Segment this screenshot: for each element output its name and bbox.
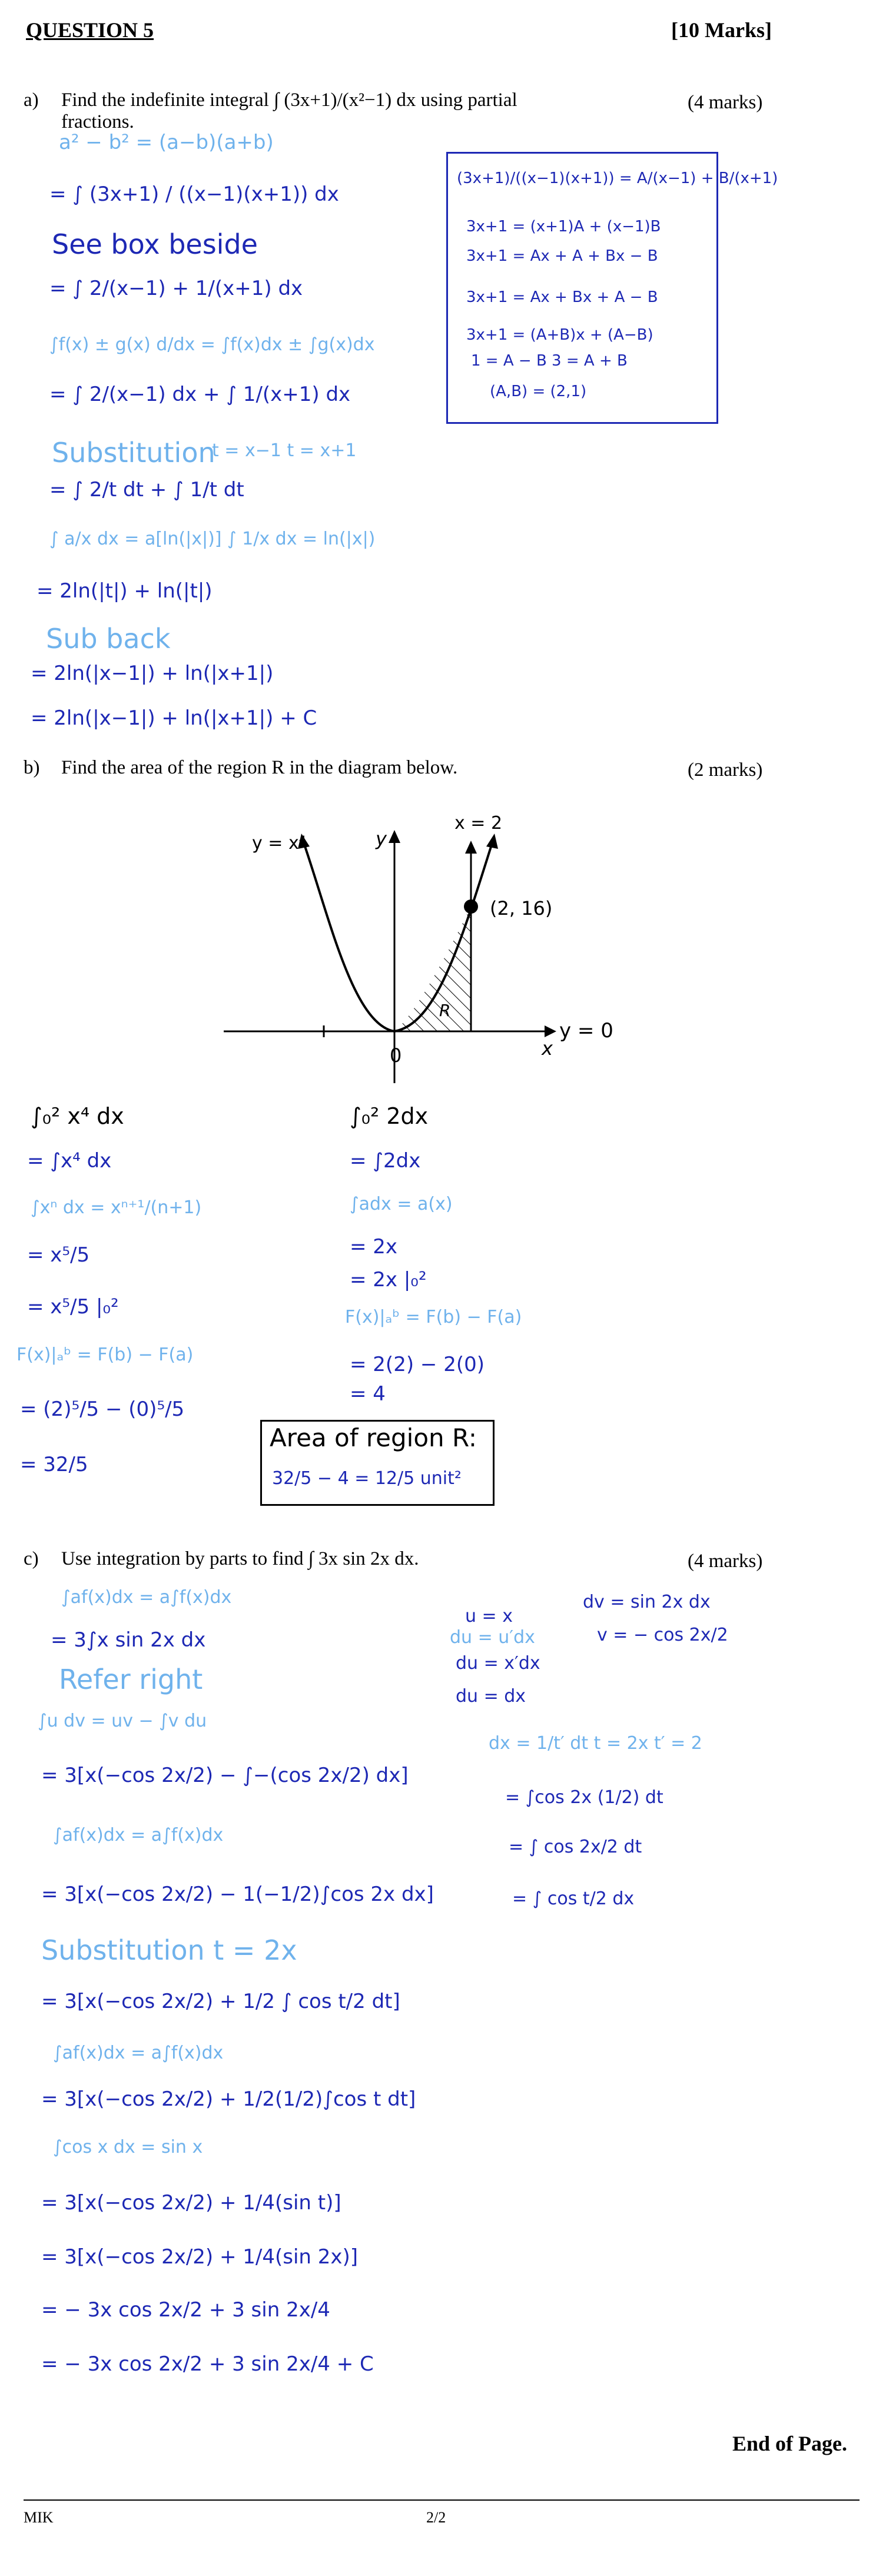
b-right-line-6: = 2(2) − 2(0) — [350, 1353, 485, 1376]
part-b-prompt: Find the area of the region R in the diagram below. — [61, 757, 458, 778]
c-line-sin-2x: = 3[x(−cos 2x/2) + 1/4(sin 2x)] — [41, 2245, 359, 2269]
c-side-dx-sub: dx = 1/t′ dt t = 2x t′ = 2 — [489, 1733, 702, 1754]
y-axis-label: y — [376, 828, 387, 850]
a-note-see-box: See box beside — [52, 228, 258, 260]
point-label: (2, 16) — [490, 897, 553, 919]
c-side-du-3: du = dx — [456, 1686, 526, 1707]
part-a-prompt: Find the indefinite integral ∫ (3x+1)/(x²−1) dx using partial fractions. — [61, 89, 517, 132]
c-side-u: u = x — [465, 1606, 513, 1626]
a-line-partial: = ∫ 2/(x−1) + 1/(x+1) dx — [49, 277, 303, 300]
b-right-result: = 4 — [350, 1382, 386, 1406]
b-right-integral: ∫₀² 2dx — [350, 1103, 429, 1129]
region-diagram — [212, 806, 648, 1083]
c-line-cos-rule: ∫cos x dx = sin x — [53, 2137, 203, 2157]
b-right-line-1: = ∫2dx — [350, 1149, 421, 1173]
a-line-final: = 2ln(|x−1|) + ln(|x+1|) + C — [31, 706, 317, 730]
x-axis-arrow — [545, 1025, 556, 1037]
box-line-group: 3x+1 = (A+B)x + (A−B) — [466, 326, 653, 344]
b-right-const-rule: ∫adx = a(x) — [350, 1194, 453, 1214]
region-r-shade — [394, 907, 471, 1031]
c-line-half-half: = 3[x(−cos 2x/2) + 1/2(1/2)∫cos t dt] — [41, 2087, 416, 2111]
point-2-16 — [464, 899, 478, 914]
b-left-integral: ∫₀² x⁴ dx — [31, 1103, 124, 1129]
line-label: x = 2 — [454, 813, 503, 834]
b-left-line-6: = (2)⁵/5 − (0)⁵/5 — [20, 1397, 185, 1421]
c-line-sin-t: = 3[x(−cos 2x/2) + 1/4(sin t)] — [41, 2191, 341, 2215]
curve-label: y = x⁴ — [252, 833, 306, 854]
a-line-identity: a² − b² = (a−b)(a+b) — [59, 131, 274, 154]
c-side-sub-3: = ∫ cos t/2 dx — [512, 1888, 635, 1909]
x-axis-label: x — [542, 1037, 553, 1060]
area-box-value: 32/5 − 4 = 12/5 unit² — [272, 1468, 462, 1489]
c-line-const-rule-1: ∫af(x)dx = a∫f(x)dx — [61, 1587, 232, 1608]
question-title: QUESTION 5 — [26, 18, 154, 42]
c-line-sub-t: = 3[x(−cos 2x/2) + 1/2 ∫ cos t/2 dt] — [41, 1990, 400, 2013]
box-line-setup: (3x+1)/((x−1)(x+1)) = A/(x−1) + B/(x+1) — [457, 170, 778, 187]
part-a-marks: (4 marks) — [688, 92, 763, 113]
box-line-multiply: 3x+1 = (x+1)A + (x−1)B — [466, 218, 661, 235]
part-c-prompt: Use integration by parts to find ∫ 3x sin 2x dx. — [61, 1548, 419, 1569]
origin-label: 0 — [390, 1044, 402, 1067]
area-box-title: Area of region R: — [270, 1423, 477, 1452]
total-marks: [10 Marks] — [671, 18, 772, 42]
box-line-system: 1 = A − B 3 = A + B — [471, 352, 628, 370]
c-side-sub-2: = ∫ cos 2x/2 dt — [509, 1837, 642, 1857]
footer-rule — [24, 2499, 860, 2501]
b-right-line-3: = 2x — [350, 1235, 398, 1259]
a-line-split: = ∫ 2/(x−1) dx + ∫ 1/(x+1) dx — [49, 383, 351, 406]
c-side-v: v = − cos 2x/2 — [597, 1625, 728, 1645]
b-right-line-4: = 2x |₀² — [350, 1268, 427, 1292]
c-line-start: = 3∫x sin 2x dx — [51, 1628, 206, 1652]
c-side-du-1: du = u′dx — [450, 1627, 535, 1648]
c-line-const-rule-2: ∫af(x)dx = a∫f(x)dx — [53, 1825, 224, 1845]
a-line-sub-defs: t = x−1 t = x+1 — [212, 440, 357, 461]
a-line-log-rules: ∫ a/x dx = a[ln(|x|)] ∫ 1/x dx = ln(|x|) — [49, 529, 376, 549]
b-left-power-rule: ∫xⁿ dx = xⁿ⁺¹/(n+1) — [31, 1197, 202, 1218]
b-left-result: = 32/5 — [20, 1453, 88, 1476]
part-c-label: c) — [24, 1548, 39, 1569]
end-of-page: End of Page. — [732, 2432, 848, 2455]
c-side-sub-1: = ∫cos 2x (1/2) dt — [505, 1787, 663, 1808]
part-c-marks: (4 marks) — [688, 1551, 763, 1572]
a-line-log-t: = 2ln(|t|) + ln(|t|) — [36, 579, 213, 603]
curve-right-arrow — [486, 834, 498, 849]
c-line-final: = − 3x cos 2x/2 + 3 sin 2x/4 + C — [41, 2352, 374, 2376]
c-side-du-2: du = x′dx — [456, 1653, 540, 1674]
a-note-sub-back: Sub back — [46, 623, 171, 655]
part-b-marks: (2 marks) — [688, 759, 763, 781]
part-b-label: b) — [24, 757, 40, 778]
c-side-dv: dv = sin 2x dx — [583, 1592, 711, 1612]
box-line-solution: (A,B) = (2,1) — [490, 383, 587, 400]
asymptote-label: y = 0 — [559, 1019, 613, 1043]
box-line-expand: 3x+1 = Ax + A + Bx − B — [466, 247, 658, 265]
b-right-ftc: F(x)|ₐᵇ = F(b) − F(a) — [345, 1307, 522, 1327]
a-line-in-t: = ∫ 2/t dt + ∫ 1/t dt — [49, 478, 244, 502]
c-note-refer-right: Refer right — [59, 1664, 203, 1695]
b-left-ftc: F(x)|ₐᵇ = F(b) − F(a) — [16, 1345, 194, 1365]
part-a-label: a) — [24, 89, 39, 111]
a-note-substitution: Substitution — [52, 437, 215, 469]
c-line-ibp-applied: = 3[x(−cos 2x/2) − ∫−(cos 2x/2) dx] — [41, 1764, 409, 1787]
footer-author: MIK — [24, 2509, 54, 2526]
y-axis-arrow — [389, 830, 400, 843]
a-line-result: = 2ln(|x−1|) + ln(|x+1|) — [31, 662, 274, 685]
c-line-const-rule-3: ∫af(x)dx = a∫f(x)dx — [53, 2043, 224, 2063]
c-note-substitution: Substitution t = 2x — [41, 1934, 297, 1966]
b-left-line-3: = x⁵/5 — [27, 1243, 90, 1267]
box-line-rearrange: 3x+1 = Ax + Bx + A − B — [466, 288, 658, 306]
b-left-line-1: = ∫x⁴ dx — [27, 1149, 112, 1173]
line-x-equals-2-arrow — [465, 841, 477, 854]
a-line-sum-rule: ∫f(x) ± g(x) d/dx = ∫f(x)dx ± ∫g(x)dx — [49, 334, 375, 355]
c-line-ibp-formula: ∫u dv = uv − ∫v du — [38, 1711, 207, 1731]
footer-page-number: 2/2 — [426, 2509, 446, 2526]
b-left-line-4: = x⁵/5 |₀² — [27, 1295, 119, 1319]
a-line-factored: = ∫ (3x+1) / ((x−1)(x+1)) dx — [49, 182, 339, 206]
c-line-simplified: = − 3x cos 2x/2 + 3 sin 2x/4 — [41, 2298, 330, 2322]
c-line-pull-const: = 3[x(−cos 2x/2) − 1(−1/2)∫cos 2x dx] — [41, 1883, 434, 1906]
region-label: R — [439, 1001, 451, 1020]
